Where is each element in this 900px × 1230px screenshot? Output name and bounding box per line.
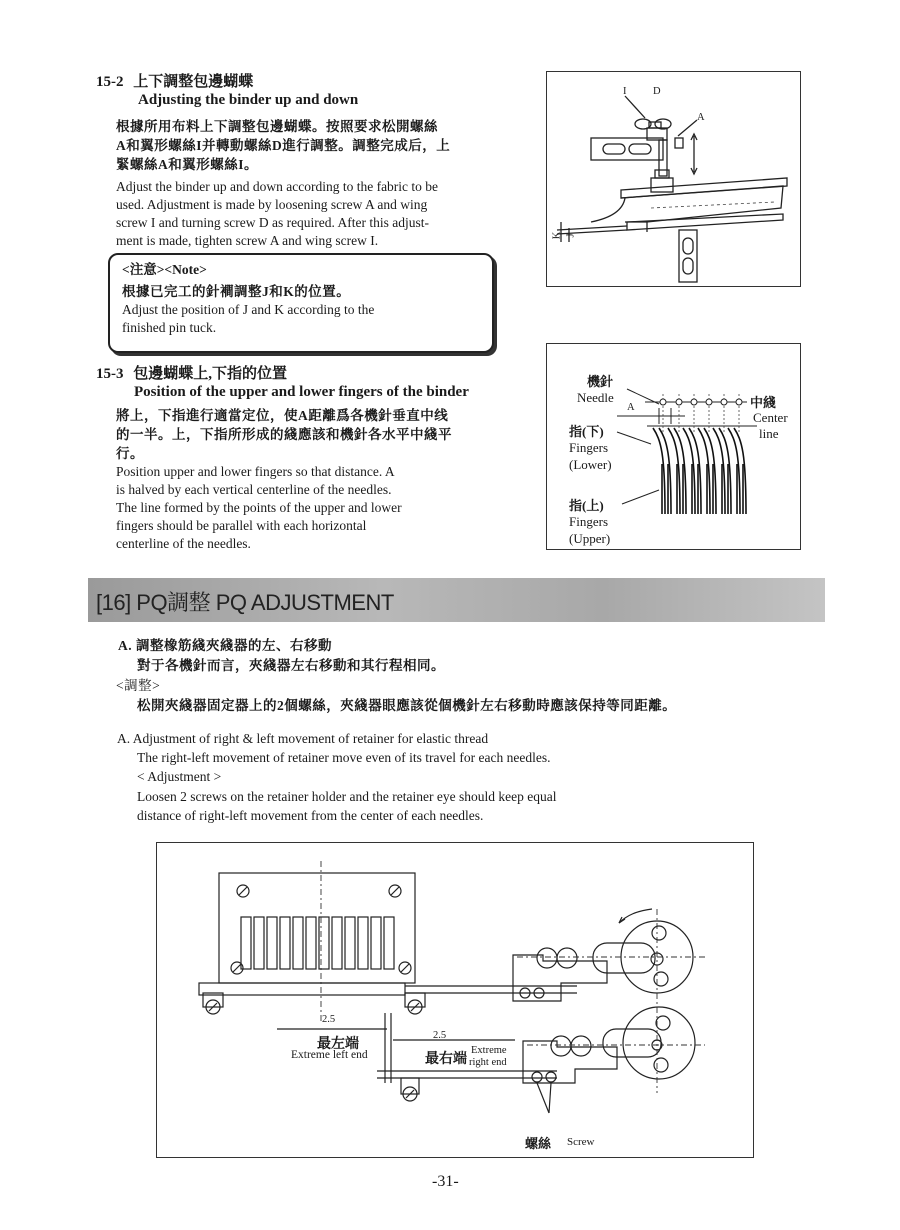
fingers-figure [546, 343, 801, 550]
s16-zh-adj: 松開夾綫器固定器上的2個螺絲，夾綫器眼應該從個機針左右移動時應該保持等同距離。 [137, 698, 677, 713]
section-title-en: Adjusting the binder up and down [138, 92, 359, 108]
label-left-en: Extreme left end [291, 1049, 368, 1061]
label-k: K [551, 231, 563, 240]
text-line: The line formed by the points of the upper and lower [116, 500, 402, 515]
text-line: Position upper and lower fingers so that distance. A [116, 464, 395, 479]
note-zh: 根據已完工的針襇調整J和K的位置。 [122, 284, 351, 299]
note-box [108, 253, 494, 353]
section-15-2-heading [96, 70, 253, 91]
label-upper-zh: 指(上) [569, 498, 604, 513]
label-needle-zh: 機針 [587, 374, 614, 389]
banner-title: [16] PQ調整 PQ ADJUSTMENT [96, 590, 394, 615]
s16-en-adj-head: < Adjustment > [137, 769, 222, 784]
label-needle-en: Needle [577, 390, 614, 405]
text-line: Adjust the binder up and down according to the fabric to be [116, 179, 439, 194]
note-heading: <注意><Note> [122, 262, 207, 277]
section-16-banner [88, 578, 825, 622]
section-number: 15-3 [96, 366, 124, 382]
text-line: used. Adjustment is made by loosening screw A and wing [116, 197, 428, 212]
label-lower-en1: Fingers [569, 440, 608, 455]
section-title-zh: 上下調整包邊蝴蝶 [133, 74, 254, 90]
label-lower-en2: (Lower) [569, 457, 612, 472]
section-number: 15-2 [96, 74, 124, 90]
text-line: fingers should be parallel with each horizontal [116, 518, 367, 533]
label-line-en: line [759, 426, 779, 441]
label-lower-zh: 指(下) [569, 424, 604, 439]
section-15-3-heading [96, 362, 287, 383]
label-screw-zh: 螺絲 [525, 1136, 552, 1151]
page-number: -31- [432, 1173, 459, 1190]
label-right-zh: 最右端 [425, 1052, 467, 1067]
binder-figure [546, 71, 801, 287]
text-line: 緊螺絲A和翼形螺絲I。 [116, 157, 259, 172]
s16-en-adj1: Loosen 2 screws on the retainer holder and the retainer eye should keep equal [137, 789, 557, 804]
text-line: 的一半。上，下指所形成的綫應該和機針各水平中綫平 [116, 427, 452, 442]
text-line: screw I and turning screw D as required. After this adjust- [116, 215, 430, 230]
text-line: 行。 [116, 446, 144, 461]
retainer-figure [156, 842, 754, 1158]
s16-zh-item: A. 調整橡筋綫夾綫器的左、右移動 [118, 638, 332, 653]
note-en-line: finished pin tuck. [122, 320, 217, 335]
s16-en-adj2: distance of right-left movement from the center of each needles. [137, 808, 484, 823]
dim-left: 2.5 [322, 1014, 336, 1025]
binder-drawing [547, 72, 800, 286]
label-j: J [565, 233, 577, 238]
s16-zh-desc: 對于各機針而言，夾綫器左右移動和其行程相同。 [137, 658, 445, 673]
text-line: 將上，下指進行適當定位，使A距離爲各機針垂直中线 [116, 408, 449, 423]
label-upper-en1: Fingers [569, 514, 608, 529]
label-upper-en2: (Upper) [569, 531, 611, 546]
label-center-zh: 中綫 [750, 395, 777, 410]
retainer-drawing [157, 843, 753, 1157]
section-title-zh: 包邊蝴蝶上,下指的位置 [133, 366, 288, 382]
s16-en-desc: The right-left movement of retainer move even of its travel for each needles. [137, 750, 551, 765]
section-15-3-body-zh [116, 406, 452, 463]
s16-en-item: A. Adjustment of right & left movement of retainer for elastic thread [117, 731, 489, 746]
label-left-zh: 最左端 [317, 1037, 359, 1052]
label-distance-a: A [627, 402, 635, 413]
label-right-en2: right end [469, 1057, 507, 1068]
label-center-en: Center [753, 410, 788, 425]
note-en-line: Adjust the position of J and K according to the [122, 302, 375, 317]
label-screw-en: Screw [567, 1136, 595, 1148]
s16-zh-adj-head: <調整> [116, 678, 161, 693]
section-15-2-body-zh [116, 117, 450, 174]
label-a: A [697, 112, 705, 123]
label-right-en1: Extreme [471, 1045, 507, 1056]
needle-slots [241, 917, 394, 969]
dim-right: 2.5 [433, 1030, 447, 1041]
label-i: I [623, 86, 627, 97]
section-15-2-body-en [116, 178, 438, 250]
text-line: 根據所用布料上下調整包邊蝴蝶。按照要求松開螺絲 [116, 119, 438, 134]
label-d: D [653, 86, 661, 97]
text-line: A和翼形螺絲I并轉動螺絲D進行調整。調整完成后，上 [116, 138, 451, 153]
section-15-3-body-en [116, 463, 402, 553]
text-line: is halved by each vertical centerline of the needles. [116, 482, 392, 497]
text-line: ment is made, tighten screw A and wing screw I. [116, 233, 379, 248]
section-title-en: Position of the upper and lower fingers of the binder [134, 384, 469, 400]
text-line: centerline of the needles. [116, 536, 251, 551]
